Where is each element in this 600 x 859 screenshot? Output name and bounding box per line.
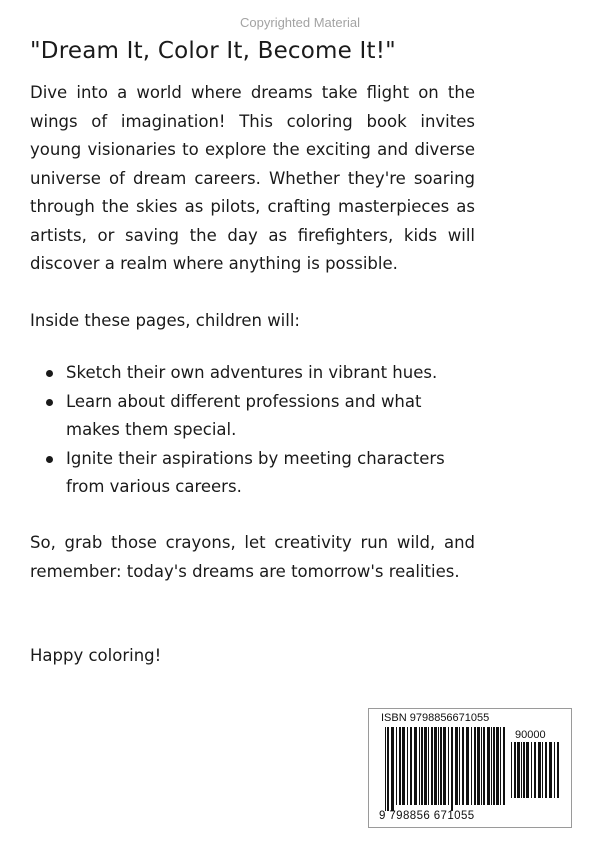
benefits-list [30, 359, 475, 502]
price-code: 90000 [515, 729, 546, 741]
list-item: Ignite their aspirations by meeting characters from various careers. [30, 445, 475, 502]
isbn-barcode [368, 708, 572, 828]
barcode-digits: 9 798856 671055 [379, 810, 475, 822]
inside-heading: Inside these pages, children will: [30, 311, 300, 330]
copyright-watermark-top: Copyrighted Material [240, 15, 360, 30]
barcode-bars-icon [385, 727, 507, 811]
page-title: "Dream It, Color It, Become It!" [30, 38, 396, 64]
isbn-label: ISBN 9798856671055 [381, 712, 490, 724]
list-item: Sketch their own adventures in vibrant hues. [30, 359, 475, 388]
barcode-addon-bars-icon [511, 742, 561, 804]
signoff-text: Happy coloring! [30, 646, 162, 665]
closing-paragraph: So, grab those crayons, let creativity run wild, and remember: today's dreams are tomorrow's realities. [30, 533, 475, 581]
intro-paragraph: Dive into a world where dreams take flight on the wings of imagination! This coloring book invites young visionaries to explore the exciting and diverse universe of dream careers. Whether they're soaring through the skies as pilots, crafting masterpieces as artists, or saving the day as firefighters, kids will discover a realm where anything is possible. [30, 83, 475, 273]
list-item: Learn about different professions and what makes them special. [30, 388, 475, 445]
